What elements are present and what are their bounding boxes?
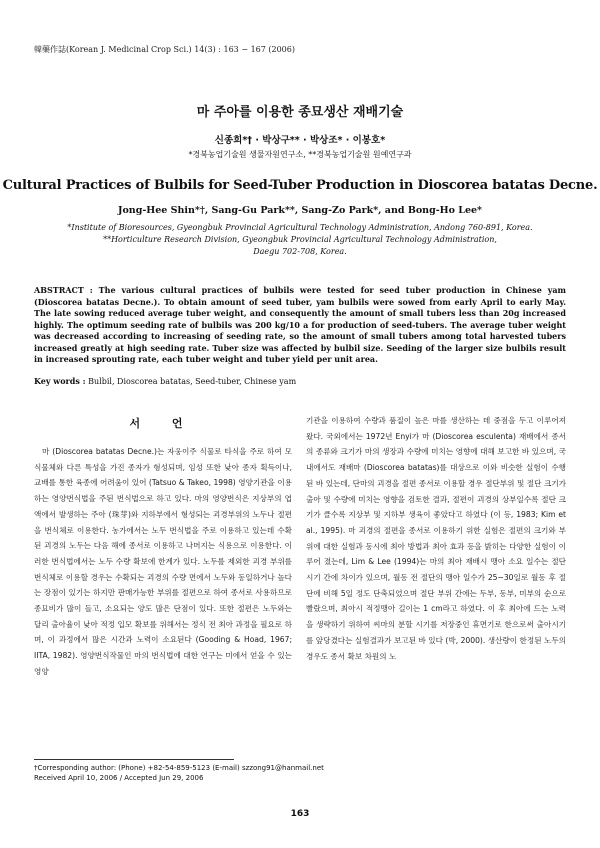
abstract-text: The various cultural practices of bulbils were tested for seed tuber production in Chinese yam (Dioscorea batatas Decne.). To obtain amount of seed tuber, yam bulbils were sowed from early April to early May. The late sowing reduced average tuber weight, and consequently the amount of small tubers less than 20g increased highly. The optimum seeding rate of bulbils was 200 kg/10 a for production of seed-tubers. The average tuber weight was decreased according to increasing of seeding rate, so the amount of small tubers among total harvested tubers increased greatly at high seeding rate. Tuber size was affected by bulbil size. Seeding of the larger size bulbils result in increased sprouting rate, each tuber weight and tuber yield per unit area. <box>34 285 566 364</box>
abstract <box>34 285 566 366</box>
keywords-text: Bulbil, Dioscorea batatas, Seed-tuber, Chinese yam <box>88 377 297 386</box>
abstract-label: ABSTRACT : <box>34 285 93 295</box>
footnote-divider <box>34 759 234 760</box>
footnote-corresponding-author: †Corresponding author: (Phone) +82-54-859-5123 (E-mail) szzong91@hanmail.net <box>34 764 324 772</box>
affiliation-korean: *경북농업기술원 생물자원연구소, **경북농업기술원 원예연구과 <box>188 150 412 159</box>
title-english: Cultural Practices of Bulbils for Seed-Tuber Production in Dioscorea batatas Decne. <box>2 178 598 193</box>
body-left-column: 마 (Dioscorea batatas Decne.)는 자웅이주 식물로 타식을 주로 하여 모 식물체와 다른 특성을 가진 종자가 형성되며, 임성 또한 낮아 종자 획득이나, 교배를 통한 육종에 어려움이 있어 (Tatsuo & Takeo, 1998) 영양기관을 이용하는 영양번식법을 주된 번식법으로 하고 있다. 마의 영양번식은 지상부의 엽액에서 발생하는 주아 (珠芽)와 지하부에서 형성되는 괴경부위의 노두나 절편을 번식체로 이용한다. 농가에서는 노두 번식법을 주로 이용하고 있는데 수확된 괴경의 노두는 다음 해에 종서로 이용하고 나머지는 식용으로 이용한다. 이러한 번식법에서는 노두 수량 확보에 한계가 있다. 노두를 제외한 괴경 부위를 번식체로 이용할 경우는 수확되는 괴경의 수량 면에서 노두와 동일하거나 높다는 장점이 있기는 하지만 판매가능한 부위를 절편으로 하여 종서로 사용하므로 종묘비가 많이 들고, 소요되는 양도 많은 단점이 있다. 또한 절편은 노두와는 달리 출아율이 낮아 적정 입모 확보를 위해서는 정식 전 최아 과정을 필요로 하며, 이 과정에서 많은 시간과 노력이 소요된다 (Gooding & Hoad, 1967; IITA, 1982). 영양번식작물인 마의 번식법에 대한 연구는 미에서 얻을 수 있는 영양 <box>34 447 292 676</box>
affiliation-english-line-1: *Institute of Bioresources, Gyeongbuk Provincial Agricultural Technology Administration, Andong 760-891, Korea. <box>67 223 533 232</box>
authors-english: Jong-Hee Shin*†, Sang-Gu Park**, Sang-Zo Park*, and Bong-Ho Lee* <box>117 205 483 216</box>
affiliation-english-line-3: Daegu 702-708, Korea. <box>253 247 347 256</box>
section-heading-introduction: 서 언 <box>129 417 197 430</box>
page-number: 163 <box>290 809 310 819</box>
footnote <box>34 763 334 783</box>
keywords-label: Key words : <box>34 376 86 386</box>
keywords <box>34 376 566 387</box>
footnote-received-date: Received April 10, 2006 / Accepted Jun 29, 2006 <box>34 774 204 782</box>
affiliation-english-line-2: **Horticulture Research Division, Gyeongbuk Provincial Agricultural Technology Administration, <box>103 235 497 244</box>
body-right-column: 기관을 이용하여 수량과 품질이 높은 마를 생산하는 데 중점을 두고 이루어져 왔다. 국외에서는 1972년 Enyi가 마 (Dioscorea esculenta) 재배에서 종서의 종류와 크기가 마의 생장과 수량에 미치는 영향에 대해 보고한 바 있으며, 국내에서도 재배마 (Dioscorea batatas)를 대상으로 이와 비슷한 실험이 수행된 바 있는데, 단마의 괴경을 절편 종서로 이용할 경우 절단부위 및 절단 크기가 출아 및 수량에 미치는 영향을 검토한 결과, 절편이 괴경의 상부일수록 절단 크기가 클수록 지상부 및 지하부 생육이 좋았다고 하였다 (이 등, 1983; Kim et al., 1995). 마 괴경의 절편을 종서로 이용하기 위한 실험은 절편의 크기와 부위에 대한 실험과 동시에 최아 방법과 최아 효과 등을 밝히는 다양한 실험이 이루어 졌는데, Lim & Lee (1994)는 마의 최아 재배시 맹아 소요 일수는 절단 시기 간에 차이가 있으며, 월동 전 절단의 맹아 일수가 25~30일로 월동 후 절단에 비해 5일 정도 단축되었으며 절단 부위 간에는 두부, 동부, 미부의 순으로 빨랐으며, 최아시 적정맹아 길이는 1 cm라고 하였다. 이 후 최아에 드는 노력을 생략하기 위하여 씨마의 분할 시기를 저장중인 휴면기로 한으로써 출아시기를 앞당겼다는 실험결과가 보고된 바 있다 (박, 2000). 생산량이 한정된 노두의 경우도 종서 확보 차원의 노 <box>306 416 566 661</box>
title-korean: 마 주아를 이용한 종묘생산 재배기술 <box>196 105 404 120</box>
affiliation-english <box>40 222 560 258</box>
authors-korean: 신종희*† · 박상구** · 박상조* · 이봉호* <box>214 135 386 146</box>
journal-header: 韓藥作誌(Korean J. Medicinal Crop Sci.) 14(3) : 163 − 167 (2006) <box>34 45 295 54</box>
